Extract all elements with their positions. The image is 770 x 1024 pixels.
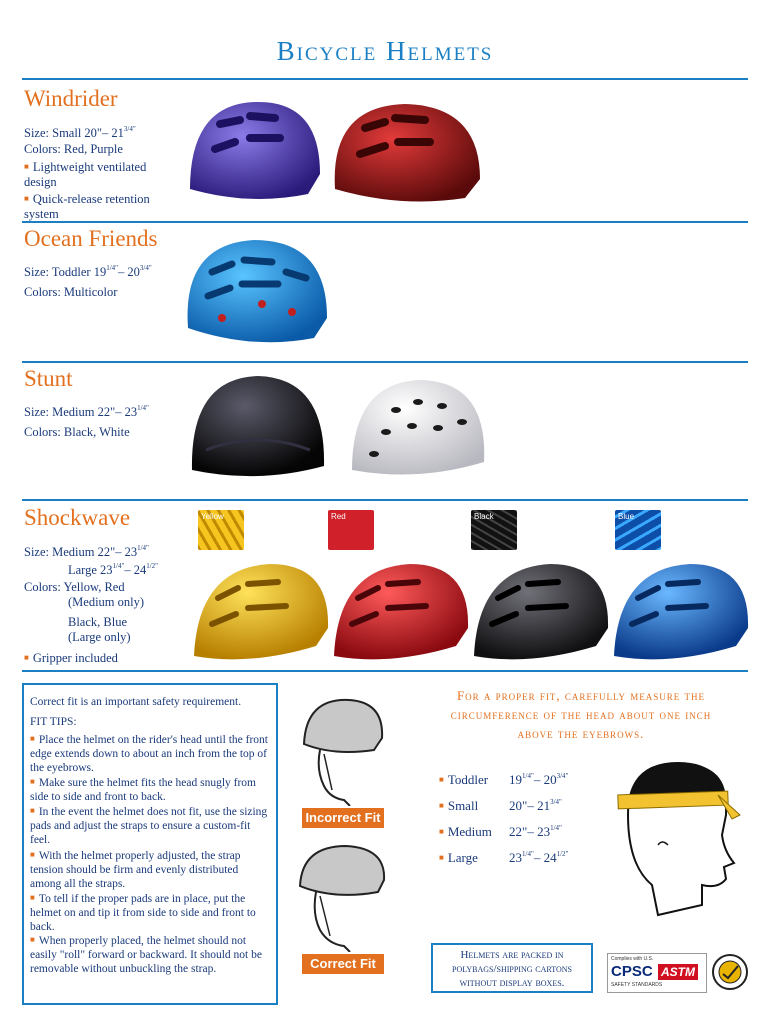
divider: [22, 361, 748, 363]
size-shockwave-medium: Size: Medium 22"– $23^{1/4"}$: [24, 544, 149, 559]
fit-tip-4: ■ With the helmet properly adjusted, the strap tension should be firm and evenly distributed among all the straps.: [30, 848, 270, 891]
fit-tips-heading: FIT TIPS:: [30, 716, 77, 728]
colors-ocean-friends: Colors: Multicolor: [24, 285, 118, 299]
size-windrider: Size: Small 20"– $21^{3/4"}$: [24, 125, 136, 140]
packaging-note: Helmets are packed in polybags/shipping cartons without display boxes.: [431, 943, 593, 993]
swatch-yellow: Yellow: [198, 510, 244, 550]
divider: [22, 670, 748, 672]
swatch-black: Black: [471, 510, 517, 550]
product-name-shockwave: Shockwave: [24, 505, 131, 530]
page-title: Bicycle Helmets: [276, 36, 494, 66]
stunt-helmet-images: [186, 370, 486, 488]
measure-instruction: For a proper fit, carefully measure the circumference of the head about one inch above the eyebrows.: [450, 688, 712, 741]
seal-logo: [711, 952, 749, 992]
divider: [22, 499, 748, 501]
ocean-friends-helmet-image: [182, 232, 332, 350]
size-stunt: Size: Medium 22"– $23^{1/4"}$: [24, 404, 149, 419]
feature-windrider-1: ■ Lightweight ventilated design: [24, 159, 174, 190]
fit-intro: Correct fit is an important safety requirement.: [30, 696, 242, 708]
fit-tip-6: ■ When properly placed, the helmet should not easily "roll" forward or backward. It should not be removable without unbuckling the strap.: [30, 933, 270, 976]
fit-tip-2: ■ Make sure the helmet fits the head snugly from side to side and front to back.: [30, 775, 270, 804]
size-table: [439, 765, 568, 869]
colors-shockwave-note-1: (Medium only): [68, 595, 145, 609]
swatch-red: Red: [328, 510, 374, 550]
head-measuring-illustration: [598, 755, 748, 925]
colors-shockwave-note-2: (Large only): [68, 630, 131, 644]
correct-fit-label: Correct Fit: [302, 954, 384, 974]
size-row-toddler: ■ Toddler $19^{1/4"}-$ $20^{3/4"}$: [439, 765, 568, 791]
divider: [22, 221, 748, 223]
product-name-stunt: Stunt: [24, 366, 73, 391]
incorrect-fit-label: Incorrect Fit: [302, 808, 384, 828]
product-name-ocean-friends: Ocean Friends: [24, 226, 158, 251]
shockwave-helmet-images: [190, 558, 750, 668]
size-row-medium: ■ Medium 22"– $23^{1/4"}$: [439, 817, 568, 843]
fit-tip-1: ■ Place the helmet on the rider's head until the front edge extends down to about an inch from the top of the eyebrows.: [30, 732, 270, 775]
divider: [22, 78, 748, 80]
fit-tip-5: ■ To tell if the proper pads are in place, put the helmet on and tip it from side to side and front to back.: [30, 891, 270, 934]
size-row-large: ■ Large $23^{1/4"}-$ $24^{1/2"}$: [439, 843, 568, 869]
colors-windrider: Colors: Red, Purple: [24, 142, 123, 156]
windrider-helmet-images: [180, 94, 490, 214]
colors-shockwave: Colors: Yellow, Red: [24, 580, 125, 594]
product-name-windrider: Windrider: [24, 86, 118, 111]
size-shockwave-large: Large $23^{1/4"}-$ $24^{1/2"}$: [68, 562, 159, 577]
feature-shockwave: ■ Gripper included: [24, 650, 118, 666]
colors-stunt: Colors: Black, White: [24, 425, 130, 439]
fit-tip-3: ■ In the event the helmet does not fit, use the sizing pads and adjust the straps to ensure a custom-fit feel.: [30, 804, 270, 847]
colors-shockwave-2: Black, Blue: [68, 615, 128, 629]
size-ocean-friends: Size: Toddler $19^{1/4"}-$ $20^{3/4"}$: [24, 264, 152, 279]
certification-logos: Complies with U.S. CPSC SAFETY STANDARDS ASTM: [607, 953, 707, 993]
size-row-small: ■ Small 20"– $21^{3/4"}$: [439, 791, 568, 817]
incorrect-fit-illustration: [294, 694, 390, 806]
correct-fit-illustration: [294, 840, 390, 952]
swatch-blue: Blue: [615, 510, 661, 550]
feature-windrider-2: ■ Quick-release retention system: [24, 191, 174, 222]
